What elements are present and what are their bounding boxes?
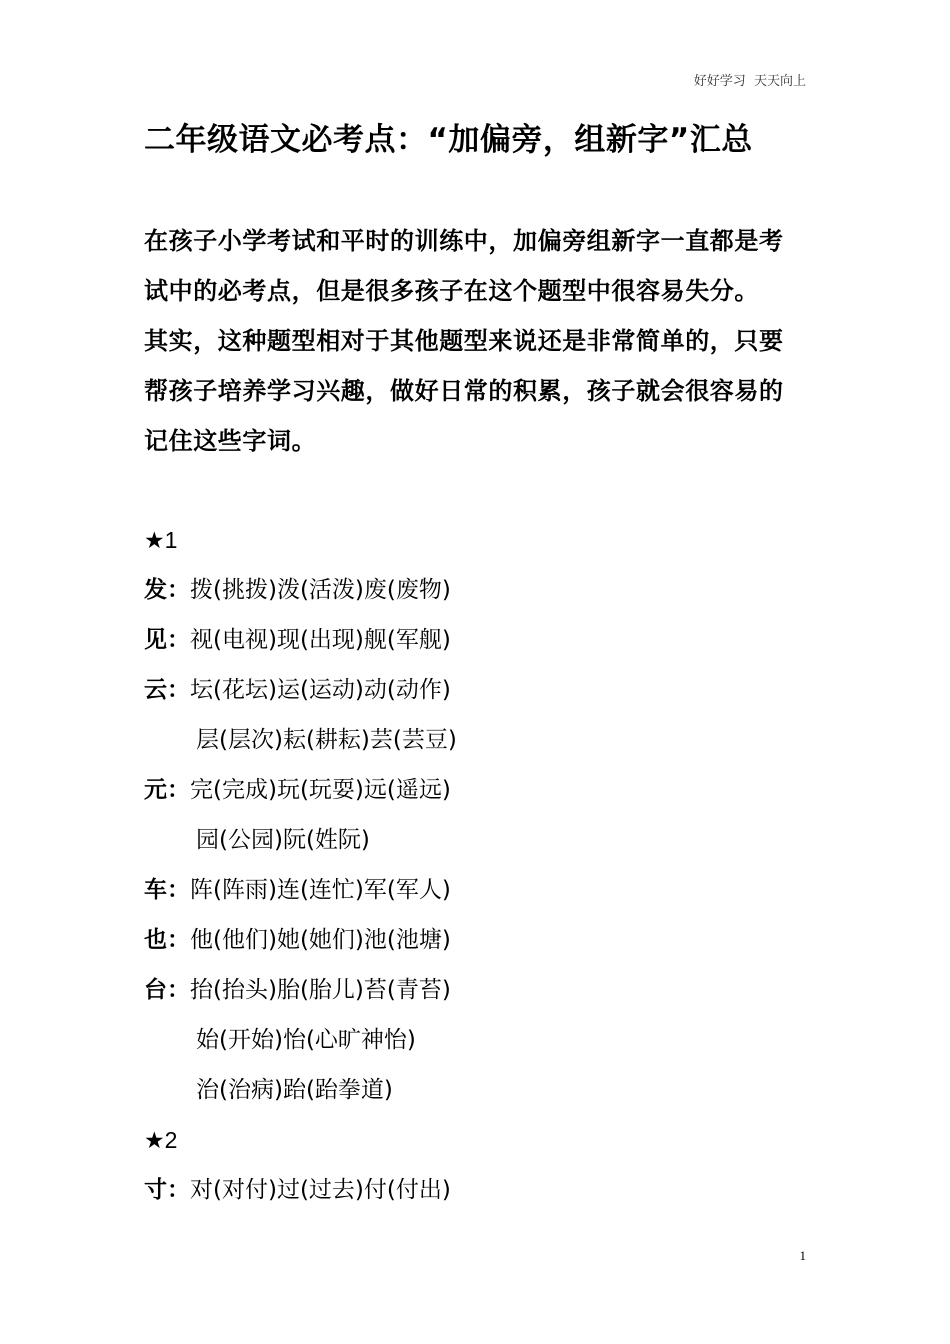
radical-label: 台： xyxy=(144,977,190,1003)
word-group: 园(公园)阮(姓阮) xyxy=(196,827,370,853)
star-icon: ★ xyxy=(144,528,165,554)
word-group: 对(对付)过(过去)付(付出) xyxy=(190,1177,451,1203)
intro-paragraph-2: 其实，这种题型相对于其他题型来说还是非常简单的，只要帮孩子培养学习兴趣，做好日常的积累，孩子就会很容易的记住这些字词。 xyxy=(144,327,784,455)
list-item xyxy=(144,765,808,815)
header-text: 好好学习 天天向上 xyxy=(693,74,806,89)
list-item xyxy=(144,565,808,615)
word-list xyxy=(144,515,808,1215)
word-group: 他(他们)她(她们)池(池塘) xyxy=(190,927,451,953)
star-icon: ★ xyxy=(144,1128,165,1154)
list-item xyxy=(144,1015,808,1065)
radical-label: 也： xyxy=(144,927,190,953)
list-item xyxy=(144,715,808,765)
radical-label: 寸： xyxy=(144,1177,190,1203)
radical-label: 发： xyxy=(144,577,190,603)
list-item xyxy=(144,915,808,965)
word-group: 坛(花坛)运(运动)动(动作) xyxy=(190,677,451,703)
list-item xyxy=(144,865,808,915)
word-group: 始(开始)怡(心旷神怡) xyxy=(196,1027,416,1053)
word-group: 抬(抬头)胎(胎儿)苔(青苔) xyxy=(190,977,451,1003)
word-group: 完(完成)玩(玩耍)远(遥远) xyxy=(190,777,451,803)
word-group: 视(电视)现(出现)舰(军舰) xyxy=(190,627,451,653)
section-1-heading xyxy=(144,515,808,565)
word-group: 层(层次)耘(耕耘)芸(芸豆) xyxy=(196,727,457,753)
section-number: 2 xyxy=(164,1127,178,1153)
word-group: 阵(阵雨)连(连忙)军(军人) xyxy=(190,877,451,903)
section-number: 1 xyxy=(164,527,178,553)
radical-label: 车： xyxy=(144,877,190,903)
radical-label: 见： xyxy=(144,627,190,653)
list-item xyxy=(144,965,808,1015)
intro xyxy=(144,216,808,466)
page-title: 二年级语文必考点：“加偏旁，组新字”汇总 xyxy=(144,122,753,158)
intro-paragraph-1: 在孩子小学考试和平时的训练中，加偏旁组新字一直都是考试中的必考点，但是很多孩子在这个题型中很容易失分。 xyxy=(144,227,784,305)
list-item xyxy=(144,815,808,865)
radical-label: 元： xyxy=(144,777,190,803)
list-item xyxy=(144,665,808,715)
list-item xyxy=(144,1165,808,1215)
word-group: 拨(挑拨)泼(活泼)废(废物) xyxy=(190,577,451,603)
list-item xyxy=(144,615,808,665)
radical-label: 云： xyxy=(144,677,190,703)
section-2-heading xyxy=(144,1115,808,1165)
list-item xyxy=(144,1065,808,1115)
page-number: 1 xyxy=(799,1248,806,1263)
word-group: 治(治病)跆(跆拳道) xyxy=(196,1077,393,1103)
